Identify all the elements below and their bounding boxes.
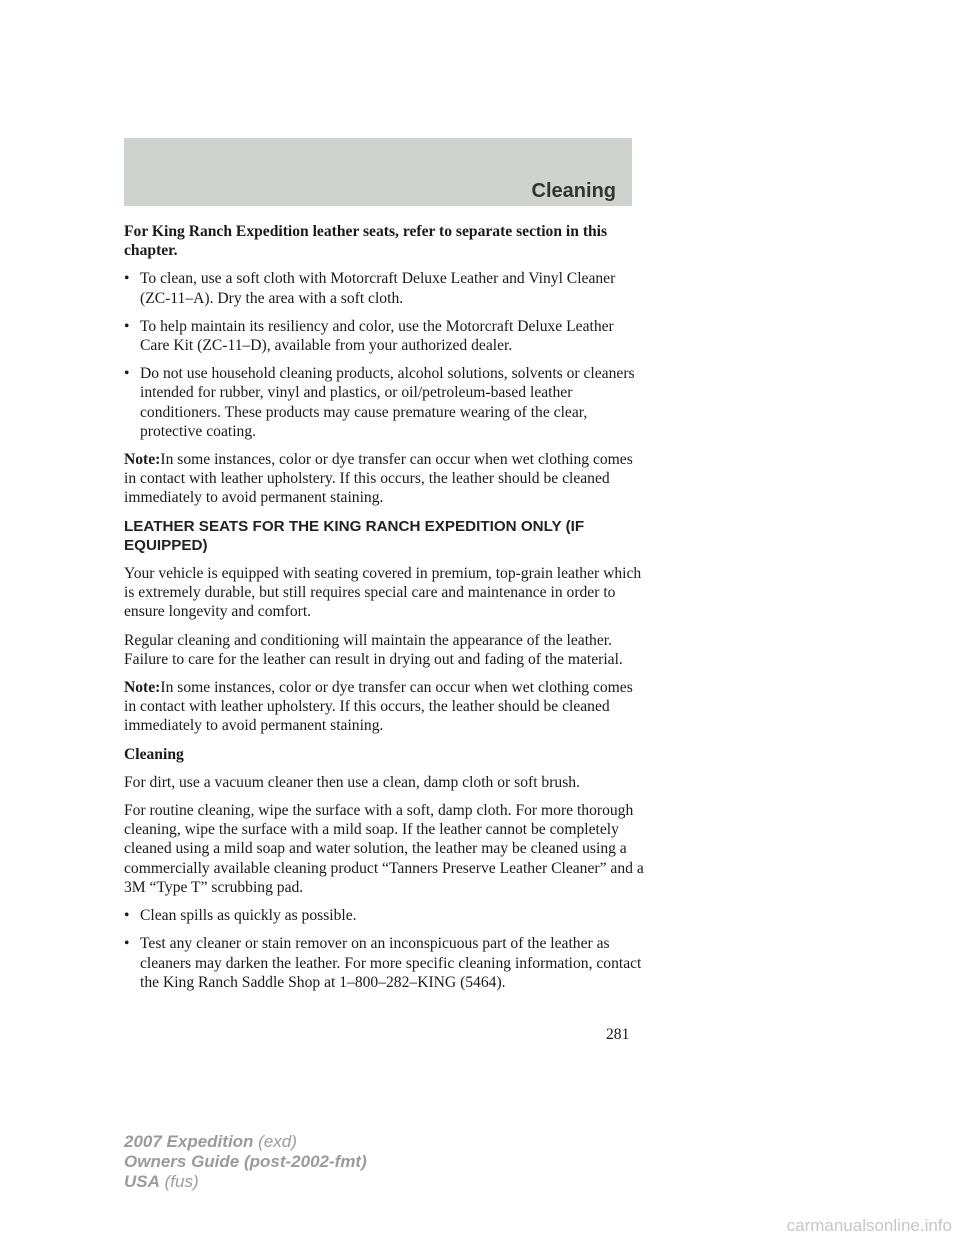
- bullet-item: [124, 269, 644, 307]
- bullet-text: Test any cleaner or stain remover on an inconspicuous part of the leather as cleaners may darken the leather. For more specific cleaning information, contact the King Ranch Saddle Shop at 1–800–282–KING (5464).: [140, 935, 642, 991]
- footer-line: [124, 1132, 367, 1152]
- note-label: Note:: [124, 679, 161, 697]
- note-text: In some instances, color or dye transfer can occur when wet clothing comes in contact with leather upholstery. If this occurs, the leather should be cleaned immediately to avoid permanent staining.: [124, 679, 633, 735]
- note-label: Note:: [124, 451, 161, 469]
- subheading: Cleaning: [124, 745, 184, 763]
- body-paragraph: Your vehicle is equipped with seating covered in premium, top-grain leather which is extremely durable, but still requires special care and maintenance in order to ensure longevity and comfort.: [124, 565, 642, 621]
- body-paragraph: For routine cleaning, wipe the surface with a soft, damp cloth. For more thorough cleaning, wipe the surface with a mild soap. If the leather cannot be completely cleaned using a mild soap and water solution, the leather may be cleaned using a commercially available cleaning product “Tanners Preserve Leather Cleaner” and a 3M “Type T” scrubbing pad.: [124, 802, 644, 896]
- body-paragraph: For dirt, use a vacuum cleaner then use a clean, damp cloth or soft brush.: [124, 773, 580, 791]
- intro-text: For King Ranch Expedition leather seats, refer to separate section in this chapter.: [124, 223, 608, 260]
- bullet-text: To clean, use a soft cloth with Motorcraft Deluxe Leather and Vinyl Cleaner (ZC-11–A). Dry the area with a soft cloth.: [140, 270, 616, 307]
- bullet-glyph: •: [124, 935, 130, 953]
- document-footer: [124, 1132, 367, 1192]
- section-title: Cleaning: [531, 180, 616, 202]
- page-number: 281: [606, 1026, 630, 1043]
- bullet-glyph: •: [124, 317, 130, 335]
- bullet-item: [124, 934, 644, 992]
- bullet-text: To help maintain its resiliency and color, use the Motorcraft Deluxe Leather Care Kit (ZC-11–D), available from your authorized dealer.: [140, 317, 614, 355]
- page-content: [124, 222, 644, 1001]
- watermark: carmanualsonline.info: [786, 1216, 952, 1235]
- bullet-item: [124, 317, 644, 355]
- note-text: In some instances, color or dye transfer can occur when wet clothing comes in contact with leather upholstery. If this occurs, the leather should be cleaned immediately to avoid permanent staining.: [124, 451, 633, 507]
- bullet-text: Clean spills as quickly as possible.: [140, 907, 357, 925]
- bullet-glyph: •: [124, 365, 130, 383]
- bullet-item: [124, 906, 644, 925]
- bullet-glyph: •: [124, 270, 130, 288]
- footer-market-code: (fus): [164, 1172, 199, 1191]
- note-paragraph: [124, 678, 644, 736]
- footer-line: [124, 1172, 367, 1192]
- bullet-glyph: •: [124, 907, 130, 925]
- body-paragraph: Regular cleaning and conditioning will maintain the appearance of the leather. Failure to care for the leather can result in drying out and fading of the material.: [124, 631, 623, 668]
- footer-guide: Owners Guide (post-2002-fmt): [124, 1152, 367, 1171]
- footer-model: 2007 Expedition: [124, 1132, 254, 1151]
- footer-model-code: (exd): [258, 1132, 297, 1151]
- bullet-item: [124, 364, 644, 441]
- note-paragraph: [124, 450, 644, 508]
- bullet-text: Do not use household cleaning products, alcohol solutions, solvents or cleaners intended for rubber, vinyl and plastics, or oil/petroleum-based leather conditioners. These products may cause premature wearing of the clear, protective coating.: [140, 365, 635, 440]
- section-heading: LEATHER SEATS FOR THE KING RANCH EXPEDITION ONLY (IF EQUIPPED): [124, 517, 585, 554]
- section-header-band: [124, 138, 632, 206]
- footer-line: [124, 1152, 367, 1172]
- footer-market: USA: [124, 1172, 160, 1191]
